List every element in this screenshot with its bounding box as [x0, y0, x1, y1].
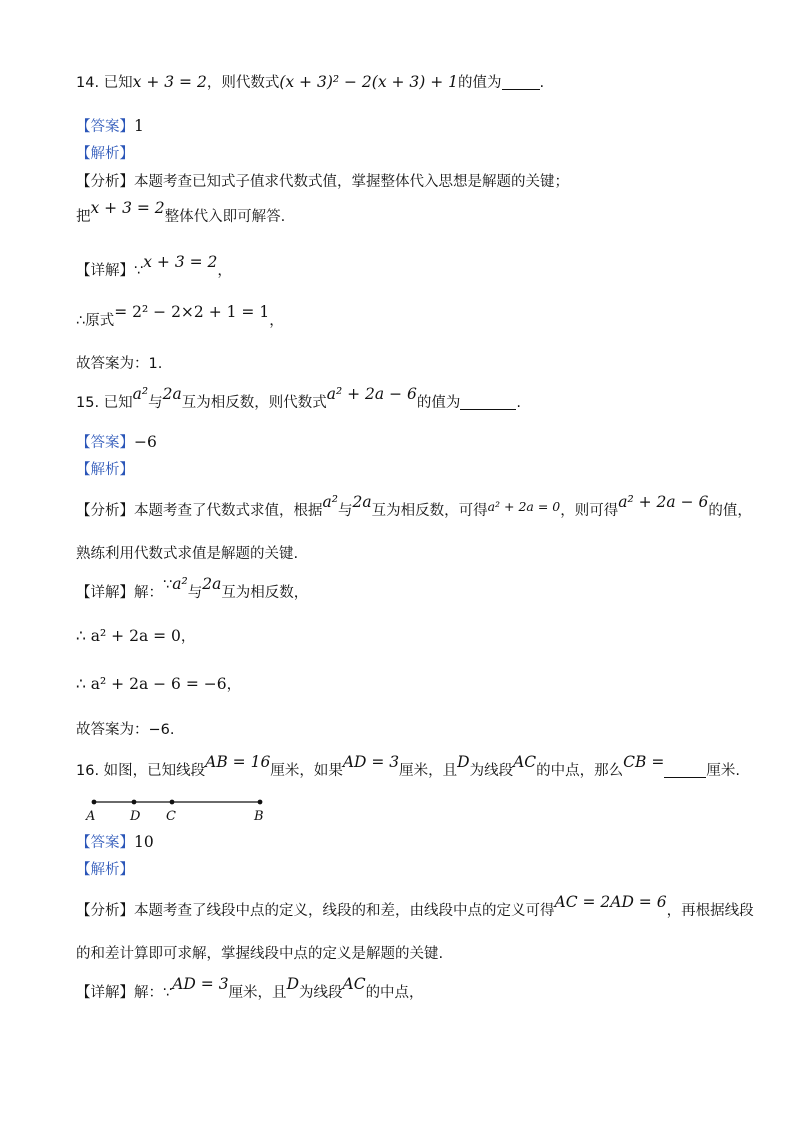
a16-answer-line — [76, 832, 154, 853]
q15-line: 15. 已知a²与2a互为相反数，则代数式a² + 2a − 6的值为 . — [76, 385, 521, 411]
a14-analysis-tag: 【解析】 — [76, 146, 134, 162]
a15-fenxi-line: 【分析】本题考查了代数式求值，根据a²与2a互为相反数，可得a² + 2a = 0，则可得a² + 2a − 6的值， — [76, 493, 752, 519]
label-b: B — [254, 809, 264, 824]
q15-expression: a² + 2a − 6 — [326, 385, 417, 403]
point-b-dot — [258, 800, 263, 805]
a14-detail-line: 【详解】∵x + 3 = 2， — [76, 253, 232, 279]
q15-number: 15. — [76, 395, 104, 411]
q16-number: 16. — [76, 763, 104, 779]
a15-step2: ∴ a² + 2a − 6 = −6， — [76, 675, 242, 693]
a15-final: 故答案为：−6. — [76, 722, 175, 738]
a15-detail-line: 【详解】解：∵a²与2a互为相反数， — [76, 575, 309, 601]
a14-result-line: ∴原式= 2² − 2×2 + 1 = 1， — [76, 303, 284, 329]
a15-fenxi-line2: 熟练利用代数式求值是解题的关键. — [76, 546, 299, 562]
segment-figure — [82, 792, 282, 824]
a16-fenxi-line: 【分析】本题考查了线段中点的定义，线段的和差，由线段中点的定义可得AC = 2AD = 6，再根据线段 — [76, 893, 754, 919]
a15-answer: −6 — [134, 433, 157, 451]
a16-fenxi-line2: 的和差计算即可求解，掌握线段中点的定义是解题的关键. — [76, 946, 444, 962]
a14-fenxi-line: 【分析】本题考查已知式子值求代数式值，掌握整体代入思想是解题的关键； — [76, 174, 569, 190]
a15-answer-line — [76, 432, 157, 453]
label-c: C — [166, 809, 176, 824]
point-c-dot — [170, 800, 175, 805]
point-a-dot — [92, 800, 97, 805]
a14-ba-line: 把x + 3 = 2整体代入即可解答. — [76, 199, 286, 225]
label-a: A — [86, 809, 96, 824]
a16-detail-line: 【详解】解：∵AD = 3厘米，且D为线段AC的中点， — [76, 975, 424, 1001]
a14-answer: 1 — [134, 117, 144, 135]
answer-tag: 【答案】 — [76, 835, 134, 851]
q16-line: 16. 如图，已知线段AB = 16厘米，如果AD = 3厘米，且D为线段AC的中点，那么CB = 厘米. — [76, 753, 740, 779]
answer-blank — [502, 74, 540, 90]
answer-blank — [664, 762, 706, 778]
answer-tag: 【答案】 — [76, 435, 134, 451]
answer-blank — [460, 394, 516, 410]
point-d-dot — [132, 800, 137, 805]
q14-expression: (x + 3)² − 2(x + 3) + 1 — [279, 73, 459, 91]
a16-answer: 10 — [134, 833, 154, 851]
a15-analysis-tag: 【解析】 — [76, 462, 134, 478]
a15-step1: ∴ a² + 2a = 0， — [76, 627, 196, 645]
answer-tag: 【答案】 — [76, 119, 134, 135]
a14-final: 故答案为：1. — [76, 356, 163, 372]
q14-number: 14. — [76, 75, 104, 91]
a14-answer-line — [76, 116, 144, 137]
q14-line: 14. 已知x + 3 = 2，则代数式(x + 3)² − 2(x + 3) + 1的值为 . — [76, 73, 545, 91]
a16-analysis-tag: 【解析】 — [76, 862, 134, 878]
label-d: D — [130, 809, 141, 824]
